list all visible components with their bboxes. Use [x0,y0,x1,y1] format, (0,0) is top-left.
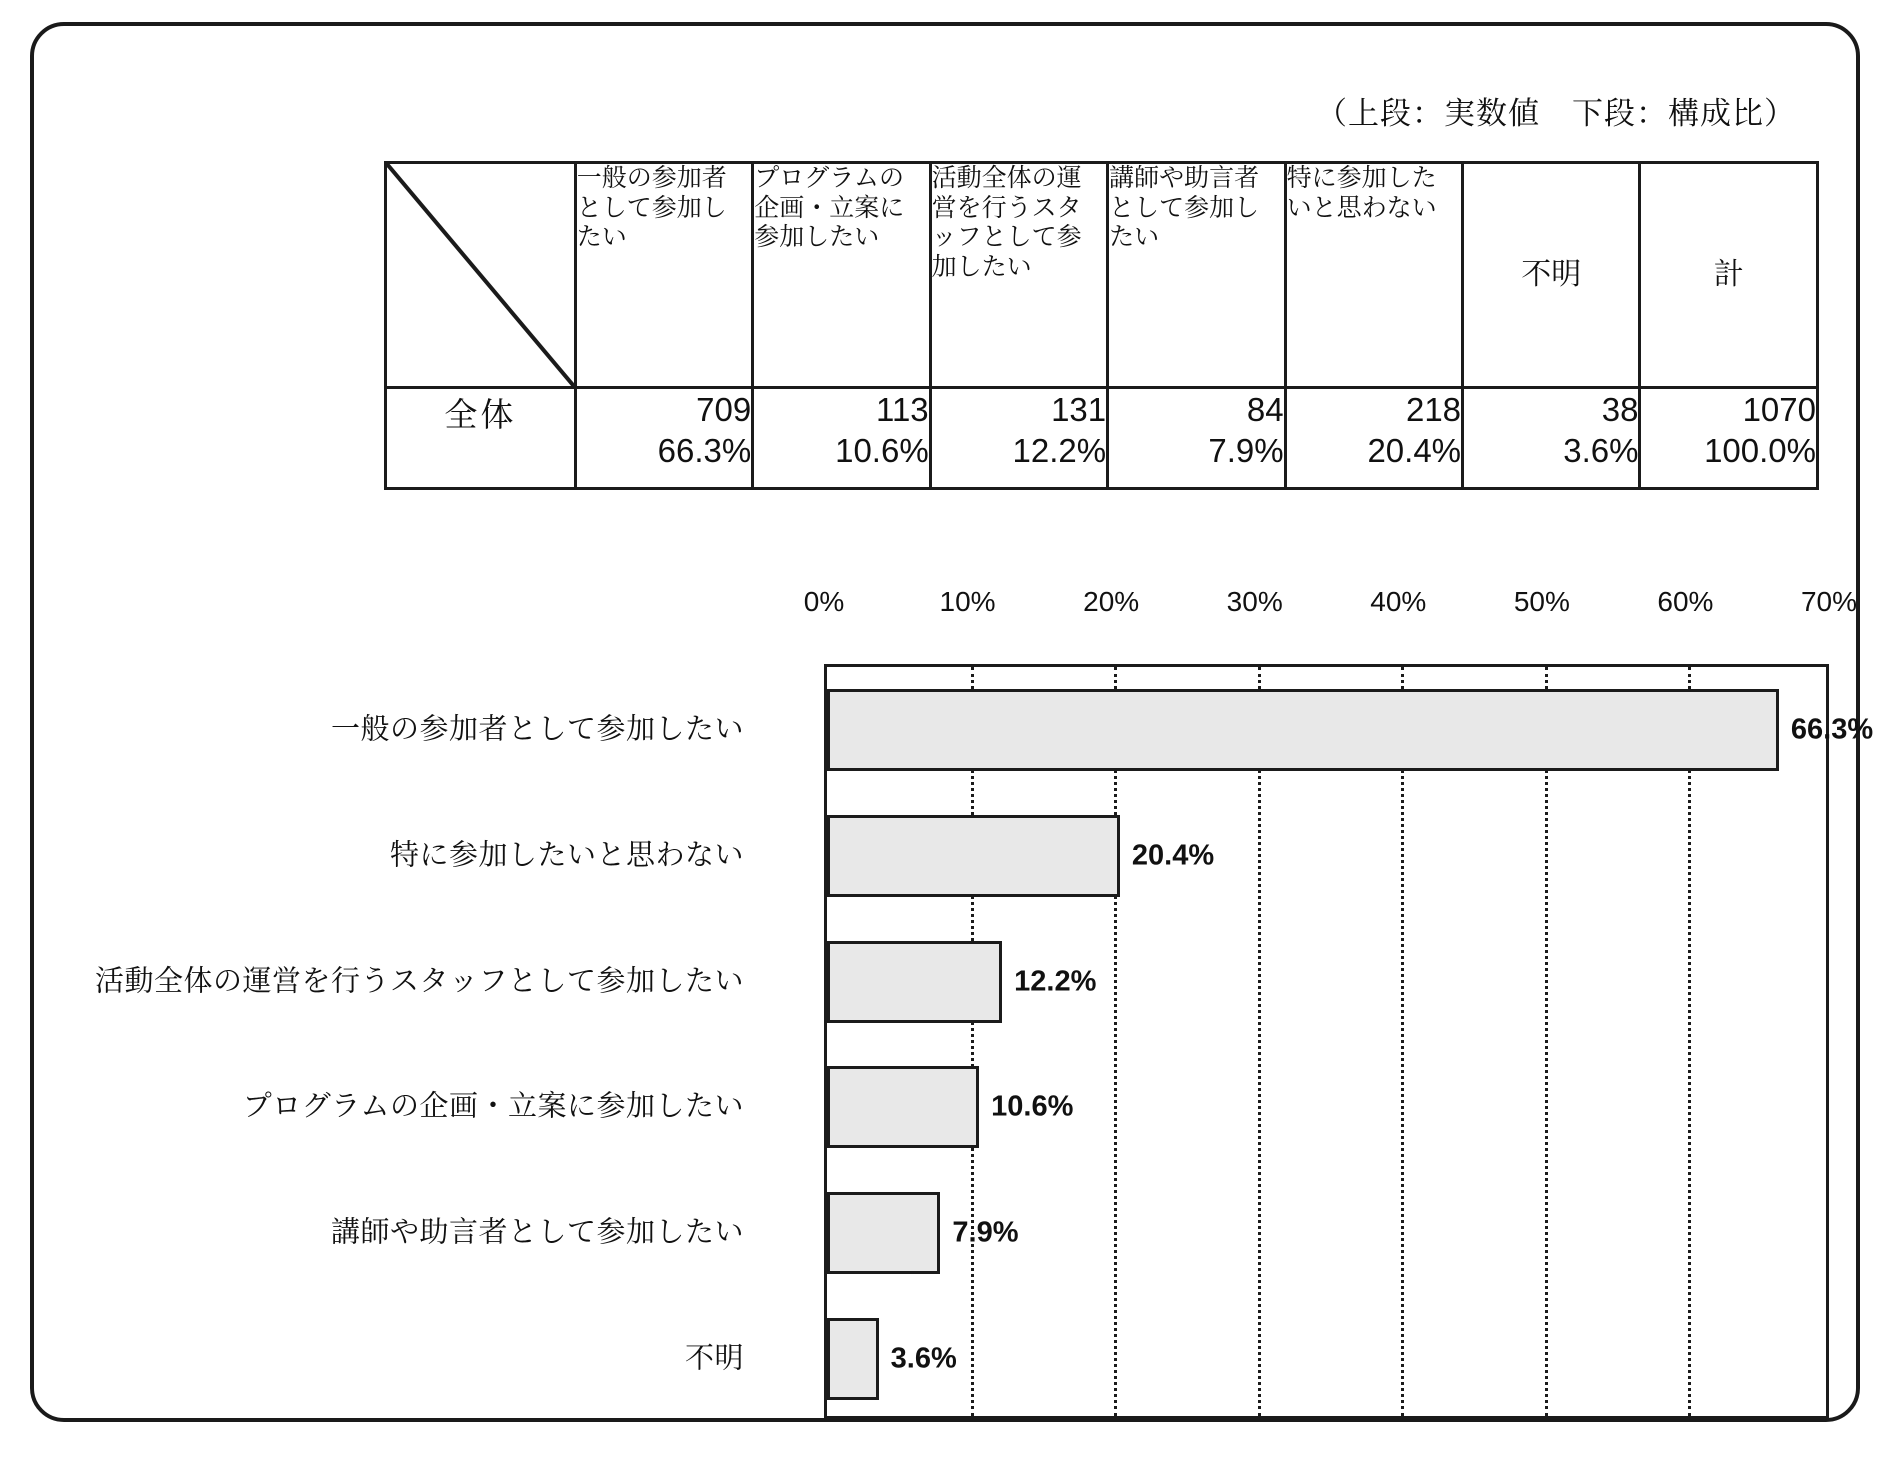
x-axis-tick-labels [34,586,1856,622]
category-label: 活動全体の運営を行うスタッフとして参加したい [94,965,744,998]
bar-row [827,1045,1826,1171]
bar-row [827,919,1826,1045]
cell-count: 709 [696,391,752,428]
cell-percent: 66.3% [657,432,752,470]
cell-count: 113 [876,391,929,428]
cell-count: 218 [1405,391,1462,428]
page-frame [30,22,1874,1422]
cell-percent: 100.0% [1704,432,1816,470]
x-axis-tick-label: 10% [939,586,996,617]
table-header-cell: プログラムの企画・立案に参加したい [753,163,930,388]
cell-percent: 20.4% [1367,432,1462,470]
bar-row [827,793,1826,919]
chart-caption: （上段：実数値 下段：構成比） [1316,96,1796,131]
bar[interactable] [827,815,1120,897]
x-axis-tick-label: 70% [1800,586,1858,617]
cell-count: 38 [1601,391,1639,428]
table-header-cell: 講師や助言者として参加したい [1108,163,1285,388]
cell-count: 131 [1051,391,1107,428]
category-label: 不明 [684,1342,744,1375]
bar-row [827,1170,1826,1296]
bar-value-label: 7.9% [952,1216,1019,1249]
bar-row [827,667,1874,793]
bar[interactable] [827,1066,979,1148]
bar[interactable] [827,1318,879,1400]
category-label: 一般の参加者として参加したい [330,713,744,746]
bar-value-label: 12.2% [1014,965,1097,998]
table-header-cell: 一般の参加者として参加したい [575,163,752,388]
bar-value-label: 20.4% [1131,839,1215,872]
bar-value-label: 3.6% [890,1342,957,1375]
bar-row [827,1296,1826,1422]
x-axis-tick-label: 30% [1226,586,1283,617]
table-row-label: 全体 [386,388,576,489]
category-label: プログラムの企画・立案に参加したい [242,1090,744,1123]
x-axis-tick-label: 50% [1513,586,1570,617]
bar[interactable] [827,689,1779,771]
table-header-cell: 計 [1640,163,1818,388]
table-header-cell: 特に参加したいと思わない [1285,163,1462,388]
bar-value-label: 10.6% [991,1090,1074,1123]
x-axis-tick-label: 20% [1083,586,1140,617]
bar-chart [34,26,1874,1418]
cell-percent: 7.9% [1208,432,1284,470]
table-header-cell: 活動全体の運営を行うスタッフとして参加したい [930,163,1107,388]
cell-percent: 12.2% [1012,432,1107,470]
cell-count: 84 [1246,391,1284,428]
chart-plot-area [824,664,1874,1419]
bar[interactable] [827,1192,940,1274]
category-label: 講師や助言者として参加したい [330,1216,744,1249]
bar-value-label: 66.3% [1790,713,1874,746]
cell-percent: 3.6% [1563,432,1639,470]
x-axis-tick-label: 40% [1370,586,1427,617]
category-label: 特に参加したいと思わない [389,839,744,872]
cell-percent: 10.6% [835,432,929,470]
table-header-cell: 不明 [1463,163,1640,388]
cell-count: 1070 [1742,391,1816,428]
x-axis-tick-label: 60% [1657,586,1714,617]
x-axis-tick-label: 0% [803,586,845,617]
bar[interactable] [827,941,1002,1023]
